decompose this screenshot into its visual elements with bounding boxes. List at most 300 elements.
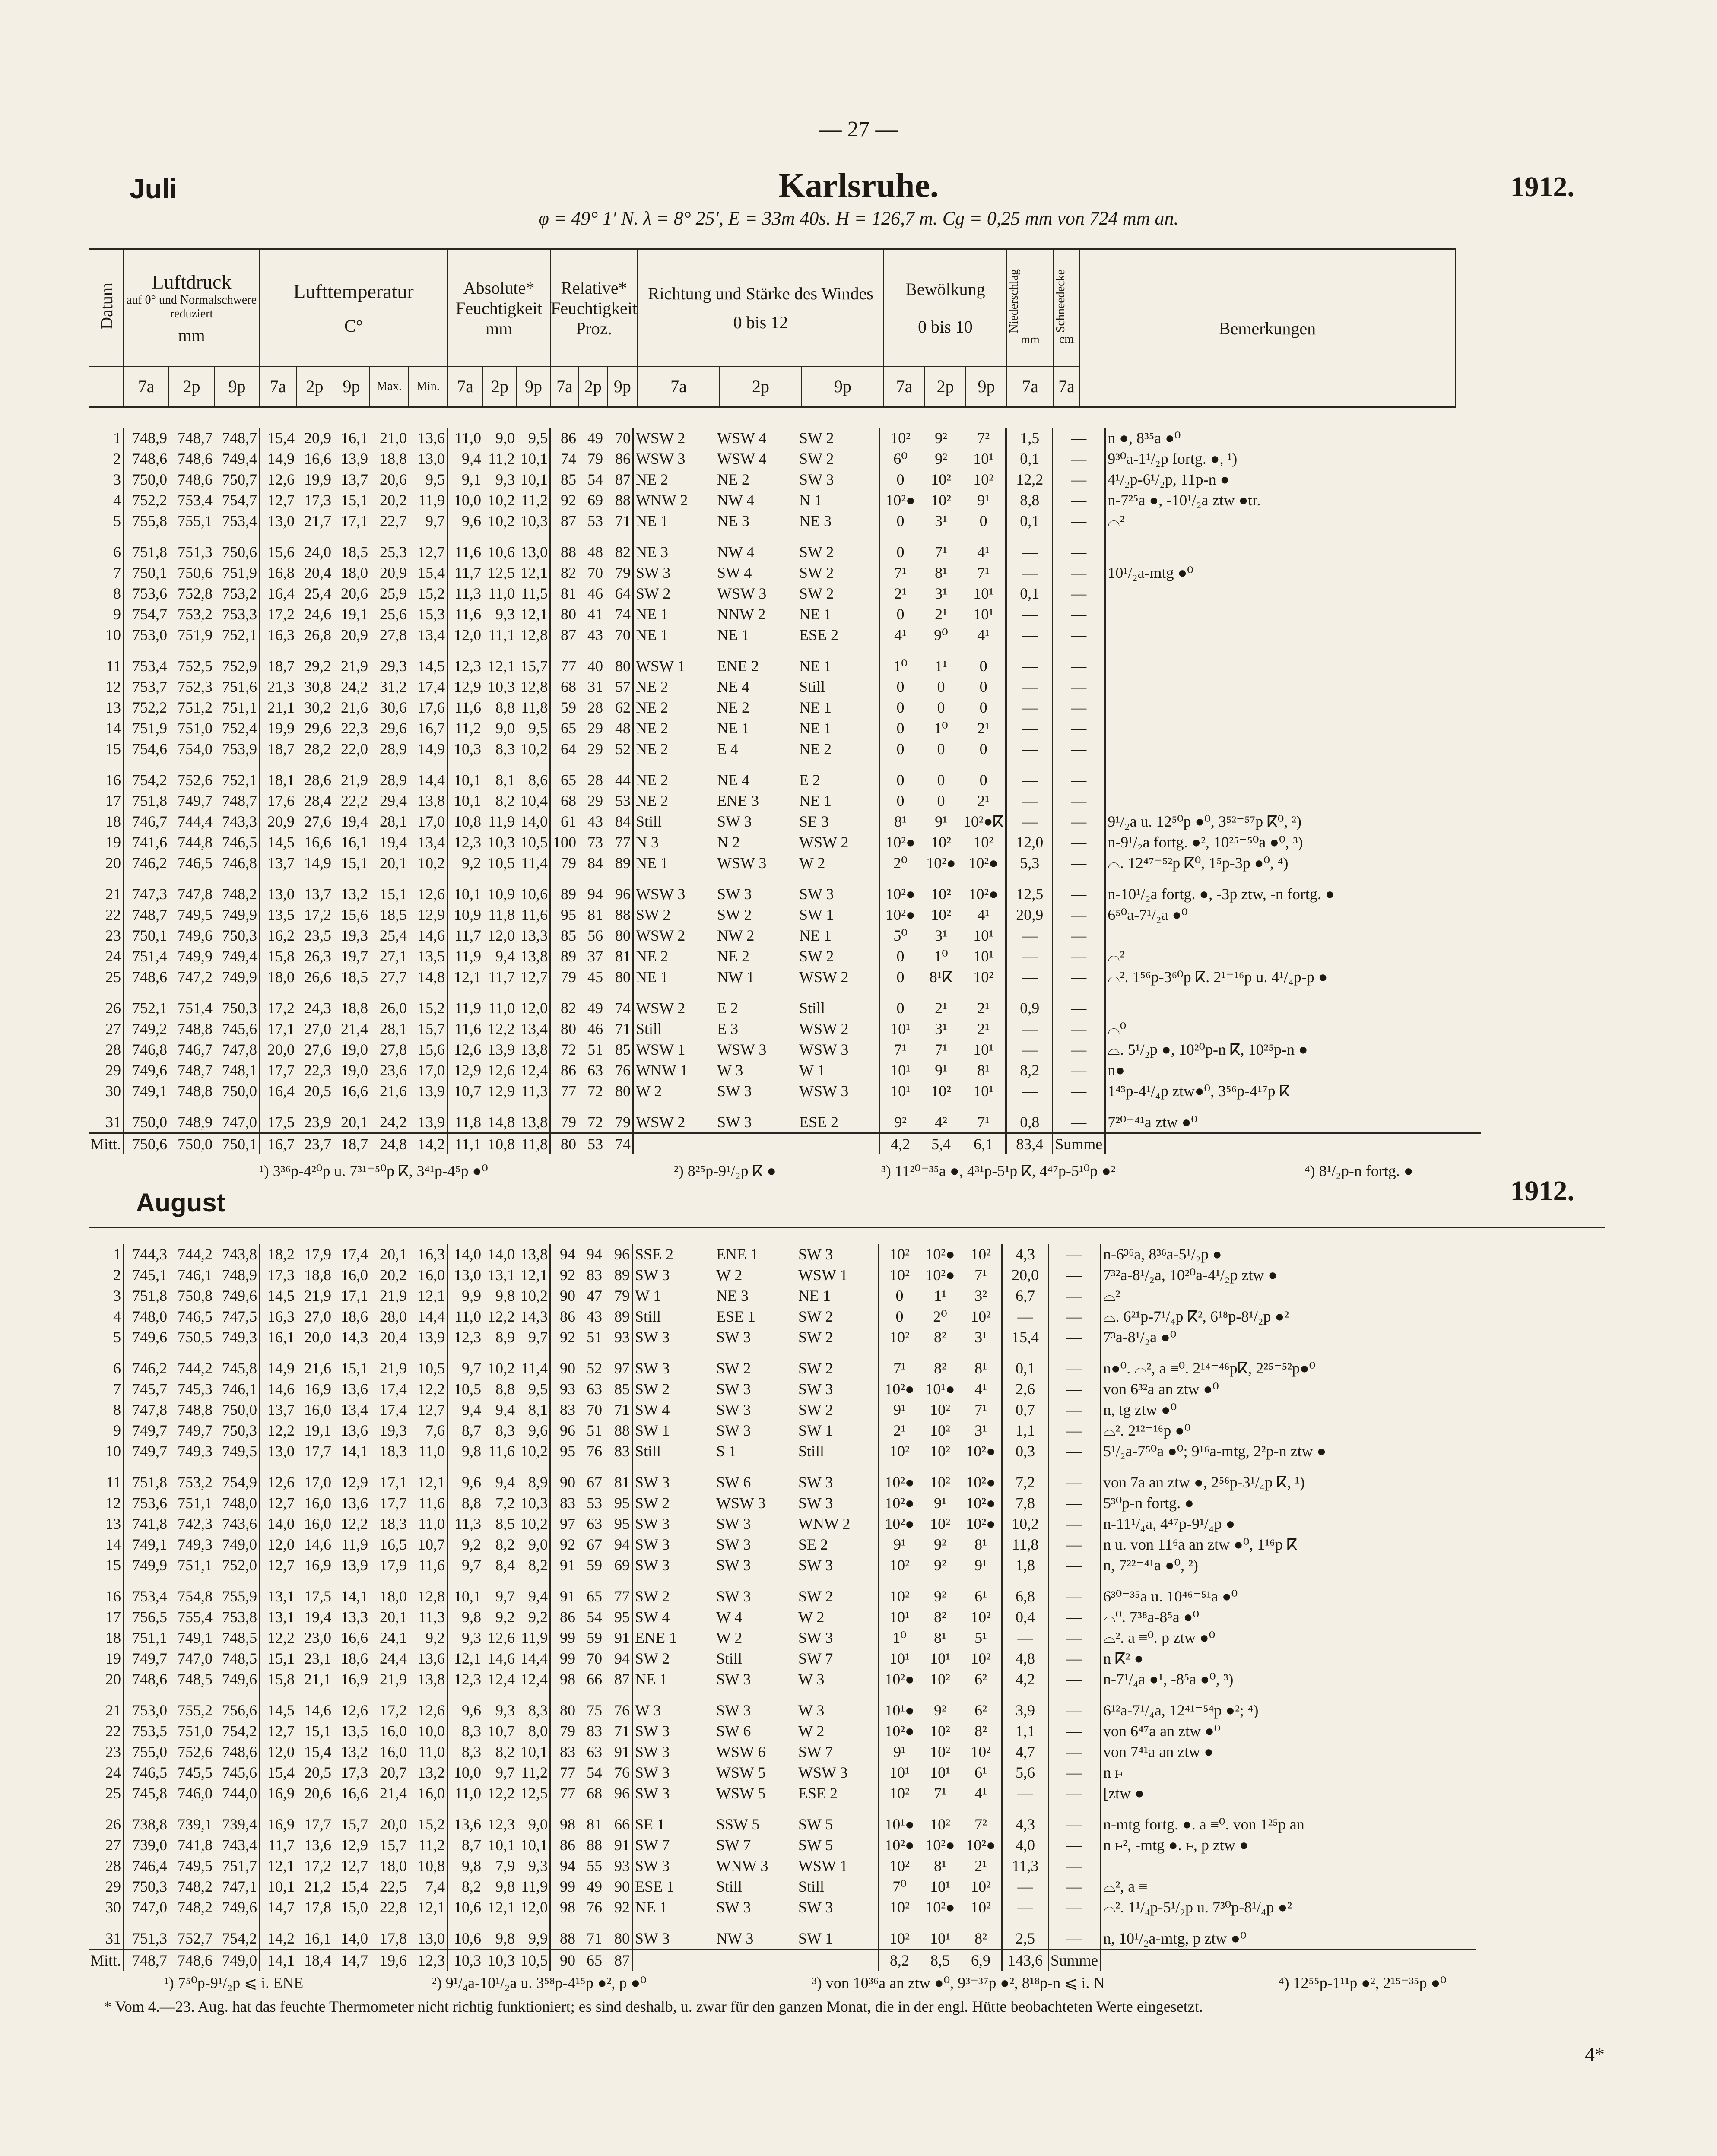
cell-rel-7a: 91 [550,1555,577,1576]
cell-temp-min: 12,6 [418,1702,445,1719]
cell-druck-2p: 746,5 [178,854,213,872]
cell-wind-9p: SW 2 [799,543,834,561]
cell-rel-7a: 88 [550,531,578,562]
cell-bew-7a: 10²● [879,1493,920,1513]
cell-niederschlag: — [1002,1627,1048,1648]
cell-bemerkung [1105,697,1481,718]
cell-rel-7a: 82 [550,562,578,583]
cell-temp-2p: 23,7 [296,1133,333,1155]
cell-temp-2p: 14,9 [304,854,332,872]
cell-wind-2p: SSW 5 [716,1816,760,1833]
cell-temp-2p: 23,9 [304,1113,332,1131]
cell-wind-9p: SW 3 [798,1629,833,1646]
cell-druck-7a: 746,5 [124,1762,169,1783]
footnote-august-4: ⁴) 12⁵⁵p-1¹¹p ●², 2¹⁵⁻³⁵p ●⁰ [1279,1974,1447,1991]
cell-bew-9p: 10¹ [973,606,994,623]
cell-datum: 16 [105,1588,121,1605]
table-row [89,645,1481,676]
cell-temp-max: 16,0 [380,1743,407,1760]
cell-bew-7a: 2⁰ [879,853,920,873]
cell-bew-2p: 9² [934,1557,946,1574]
cell-rel-9p: 87 [604,1950,632,1971]
cell-bew-9p: 8¹ [974,1536,987,1553]
cell-temp-max: 22,8 [380,1899,407,1916]
cell-bemerkung: ⌓² [1105,510,1481,531]
cell-datum: 9 [113,1422,121,1439]
cell-rel-9p: 80 [614,1930,630,1947]
cell-rel-7a: 86 [550,1607,577,1627]
cell-druck-9p: 749,3 [222,1328,257,1346]
cell-bew-9p: 6² [974,1702,987,1719]
cell-wind-9p: W 2 [798,1722,825,1740]
cell-temp-max: 20,6 [380,471,407,488]
cell-niederschlag: 83,4 [1006,1133,1053,1155]
cell-bew-2p: 10²● [925,1836,955,1854]
cell-temp-7a: 16,9 [260,1783,296,1804]
cell-niederschlag: — [1006,676,1053,697]
cell-rel-7a: 90 [550,1462,577,1493]
cell-druck-9p: 746,5 [222,834,257,851]
cell-druck-7a: 739,0 [124,1835,169,1855]
cell-druck-2p: 752,6 [178,771,213,789]
cell-bew-2p: 4² [935,1113,947,1131]
cell-abs-7a: 11,0 [447,428,483,448]
cell-abs-2p: 8,5 [495,1515,515,1532]
cell-bemerkung: von 6⁴⁷a an ztw ●⁰ [1101,1721,1476,1741]
cell-abs-2p: 11,8 [488,906,515,923]
cell-wind-7a: SW 3 [632,1762,714,1783]
cell-bew-9p: 7² [977,429,990,447]
cell-druck-9p: 753,4 [222,512,257,529]
cell-schnee: — [1053,987,1105,1018]
cell-schnee: — [1053,645,1105,676]
cell-wind-7a: WSW 3 [633,448,715,469]
cell-abs-7a: 10,1 [447,1576,483,1607]
cell-druck-7a: 753,6 [124,583,169,604]
cell-abs-7a: 9,8 [447,1855,483,1876]
cell-schnee: — [1053,1101,1105,1133]
cell-datum: 10 [105,1443,121,1460]
cell-datum: 10 [105,626,121,644]
table-row [89,987,1481,1018]
cell-bew-9p: 7² [974,1816,987,1833]
cell-abs-2p: 13,9 [488,1041,515,1058]
cell-bemerkung [1105,925,1481,946]
cell-temp-max: 20,4 [380,1328,407,1346]
cell-temp-7a: 10,1 [260,1876,296,1897]
cell-bew-9p: 10²●ⴽ [963,813,1004,830]
cell-druck-7a: 755,8 [124,510,169,531]
cell-rel-2p: 94 [587,1246,603,1263]
table-row [89,1379,1476,1399]
cell-bew-7a: 10² [879,1897,920,1918]
cell-druck-7a: 747,8 [124,1399,169,1420]
cell-druck-2p: 752,5 [178,657,213,675]
cell-temp-2p: 17,7 [304,1816,332,1833]
header-schneedecke: Schneedecke cm [1054,250,1079,366]
cell-wind-9p: SW 1 [798,1422,833,1439]
cell-schnee: — [1048,1918,1101,1950]
cell-rel-2p: 65 [577,1950,604,1971]
cell-schnee: — [1053,676,1105,697]
cell-wind-9p: SW 7 [798,1650,833,1667]
cell-schnee: — [1053,811,1105,832]
cell-bew-9p: 10²● [966,1443,996,1460]
cell-rel-2p: 76 [587,1899,603,1916]
cell-wind-9p: Still [798,1878,825,1895]
cell-bemerkung [1105,987,1481,1018]
cell-temp-9p: 22,2 [341,792,368,809]
cell-rel-7a: 90 [550,1950,577,1971]
cell-temp-2p: 17,2 [304,1857,332,1874]
cell-druck-2p: 748,6 [178,450,213,467]
cell-temp-max: 15,7 [380,1836,407,1854]
cell-niederschlag: 6,7 [1002,1285,1048,1306]
cell-druck-7a: 753,6 [124,1493,169,1513]
cell-temp-9p: 18,5 [341,968,368,986]
cell-rel-7a: 86 [550,428,578,448]
cell-temp-7a: 16,2 [260,925,296,946]
cell-abs-9p: 10,1 [520,1743,548,1760]
cell-bew-7a: 10²● [879,1721,920,1741]
page-number: — 27 — [819,117,898,142]
cell-temp-max: 19,4 [380,834,407,851]
cell-rel-9p: 88 [615,491,631,509]
cell-rel-9p: 71 [615,1020,631,1037]
cell-temp-7a: 12,2 [260,1420,296,1441]
cell-bew-2p: 8² [934,1608,946,1626]
cell-abs-9p: 12,1 [520,564,548,581]
cell-wind-2p: WSW 3 [717,585,767,602]
cell-druck-9p: 743,8 [222,1246,257,1263]
cell-druck-2p: 746,5 [178,1308,213,1325]
cell-bemerkung: n-10¹/₂a fortg. ●, -3p ztw, -n fortg. ● [1105,873,1481,904]
table-row [89,946,1481,967]
cell-temp-7a: 14,6 [260,1379,296,1399]
cell-bemerkung: 9¹/₂a u. 12⁵⁰p ●⁰, 3⁵²⁻⁵⁷p ⴽ⁰, ²) [1105,811,1481,832]
cell-rel-9p: 91 [614,1743,630,1760]
cell-datum: 6 [113,543,121,561]
cell-wind-2p: SW 3 [716,1557,751,1574]
cell-wind-7a: NE 1 [633,510,715,531]
cell-abs-7a: 9,2 [447,1534,483,1555]
cell-abs-9p: 8,6 [528,771,548,789]
cell-abs-7a: 9,6 [447,510,483,531]
cell-schnee: — [1053,832,1105,853]
cell-schnee: — [1048,1835,1101,1855]
cell-rel-9p: 96 [615,885,631,903]
cell-temp-7a: 14,5 [260,832,296,853]
cell-abs-2p: 12,2 [488,1308,515,1325]
cell-temp-9p: 13,3 [341,1608,368,1626]
cell-abs-2p: 9,0 [495,429,515,447]
cell-datum: 24 [105,1764,121,1781]
cell-bew-9p: 8¹ [974,1360,987,1377]
cell-schnee: Summe [1048,1950,1101,1971]
cell-temp-9p: 15,1 [341,491,368,509]
cell-temp-2p: 17,2 [304,906,332,923]
cell-wind-2p: SW 3 [717,1113,752,1131]
cell-bew-7a: 7¹ [879,1039,920,1060]
cell-wind-2p: SW 3 [717,1082,752,1100]
cell-temp-max: 28,9 [380,771,407,789]
cell-bew-9p: 2¹ [977,792,990,809]
cell-rel-2p: 71 [587,1930,603,1947]
cell-bemerkung [1105,625,1481,645]
cell-schnee: — [1053,562,1105,583]
cell-temp-max: 18,0 [380,1588,407,1605]
cell-rel-9p: 64 [615,585,631,602]
cell-abs-7a: 9,9 [447,1285,483,1306]
cell-temp-7a: 15,6 [260,531,296,562]
cell-abs-9p: 9,3 [528,1857,548,1874]
cell-rel-2p: 73 [587,834,603,851]
cell-rel-2p: 29 [587,792,603,809]
cell-schnee: — [1048,1462,1101,1493]
cell-bemerkung: n ⴽ² ● [1101,1648,1476,1669]
cell-rel-9p: 81 [614,1474,630,1491]
cell-temp-2p: 24,6 [304,606,332,623]
cell-rel-7a: 98 [550,1669,577,1690]
cell-rel-9p: 74 [615,606,631,623]
cell-bemerkung: 9³⁰a-1¹/₂p fortg. ●, ¹) [1105,448,1481,469]
cell-wind-7a: NE 2 [633,469,715,490]
cell-bew-2p: 8² [934,1360,946,1377]
cell-bew-2p: 8,5 [920,1950,961,1971]
cell-rel-2p: 70 [587,1401,603,1418]
cell-abs-2p: 8,3 [495,1422,515,1439]
table-row [89,1060,1481,1081]
table-row [89,1081,1481,1101]
cell-abs-9p: 12,1 [520,606,548,623]
cell-niederschlag: 4,0 [1002,1835,1048,1855]
cell-temp-2p: 29,6 [304,720,332,737]
cell-wind-9p: SW 1 [799,906,834,923]
cell-druck-9p: 747,0 [222,1113,257,1131]
cell-abs-7a: 13,0 [447,1265,483,1285]
cell-schnee: — [1048,1379,1101,1399]
cell-druck-2p: 749,7 [178,792,213,809]
cell-bew-7a: 10¹● [879,1804,920,1835]
cell-niederschlag: 5,6 [1002,1762,1048,1783]
cell-bew-7a: 10¹ [879,1060,920,1081]
cell-temp-max: 20,2 [380,491,407,509]
cell-bew-9p: 3² [974,1287,987,1304]
cell-druck-2p: 749,7 [178,1422,213,1439]
cell-temp-2p: 29,2 [304,657,332,675]
cell-bew-9p: 10²● [968,854,998,872]
cell-niederschlag: — [1006,531,1053,562]
cell-temp-max: 27,7 [380,968,407,986]
cell-datum: 13 [105,1515,121,1532]
cell-schnee: — [1048,1399,1101,1420]
cell-wind-9p: WSW 3 [799,1041,849,1058]
cell-druck-7a: 749,7 [124,1420,169,1441]
cell-rel-9p: 95 [614,1494,630,1512]
cell-schnee: — [1048,1690,1101,1721]
cell-bew-2p: 10² [930,1474,950,1491]
cell-abs-9p: 14,4 [520,1650,548,1667]
cell-bew-9p: 10² [971,1743,991,1760]
cell-temp-9p: 19,4 [341,813,368,830]
table-row [89,739,1481,759]
cell-schnee: — [1048,1576,1101,1607]
cell-datum: 23 [105,927,121,944]
cell-niederschlag: 1,8 [1002,1555,1048,1576]
cell-temp-9p: 19,7 [341,948,368,965]
cell-bew-9p: 0 [979,657,987,675]
cell-wind-2p: WNW 3 [716,1857,768,1874]
cell-wind-7a: SW 3 [632,1741,714,1762]
cell-temp-7a: 18,7 [260,739,296,759]
cell-rel-2p: 88 [587,1836,603,1854]
cell-bew-7a: 0 [879,697,920,718]
cell-abs-7a: 11,6 [447,604,483,625]
cell-druck-9p: 752,1 [222,626,257,644]
cell-bew-2p: 10¹ [930,1930,950,1947]
cell-bemerkung: 5¹/₂a-7⁵⁰a ●⁰; 9¹⁶a-mtg, 2²p-n ztw ● [1101,1441,1476,1462]
table-row [89,1855,1476,1876]
cell-wind-7a: SW 1 [632,1420,714,1441]
cell-rel-9p: 96 [614,1246,630,1263]
cell-bew-2p: 1⁰ [934,948,948,965]
cell-niederschlag: — [1006,1081,1053,1101]
cell-wind-7a: SE 1 [632,1804,714,1835]
cell-schnee: — [1048,1327,1101,1348]
cell-druck-9p: 750,6 [222,543,257,561]
cell-abs-7a: 10,1 [447,759,483,790]
cell-abs-2p: 10,3 [488,678,515,695]
cell-temp-9p: 15,4 [341,1878,368,1895]
cell-datum: 14 [105,1536,121,1553]
cell-bew-2p: 3¹ [935,1020,947,1037]
cell-temp-max: 20,1 [380,1608,407,1626]
cell-rel-7a: 98 [550,1897,577,1918]
cell-temp-7a: 13,1 [260,1607,296,1627]
cell-rel-9p: 79 [614,1287,630,1304]
cell-druck-7a: 753,4 [124,645,169,676]
cell-rel-7a: 79 [550,853,578,873]
cell-schnee: — [1053,1081,1105,1101]
cell-rel-2p: 51 [587,1422,603,1439]
cell-wind-7a: SW 3 [632,1855,714,1876]
cell-druck-7a: 741,8 [124,1513,169,1534]
cell-abs-9p: 11,8 [521,699,548,716]
cell-druck-9p: 750,3 [222,999,257,1017]
cell-bew-9p: 10² [971,1608,991,1626]
cell-temp-min: 14,6 [418,927,445,944]
cell-bew-2p: 10²● [925,1266,955,1284]
cell-abs-9p: 9,0 [528,1816,548,1833]
cell-abs-2p: 10,9 [488,885,515,903]
cell-rel-7a: 99 [550,1876,577,1897]
cell-abs-9p: 11,9 [521,1878,548,1895]
cell-abs-2p: 12,6 [488,1062,515,1079]
cell-temp-2p: 30,2 [304,699,332,716]
cell-temp-9p: 14,3 [341,1328,368,1346]
cell-wind-9p: SW 1 [798,1930,833,1947]
cell-schnee: — [1048,1876,1101,1897]
cell-rel-2p: 43 [587,813,603,830]
cell-schnee: — [1048,1669,1101,1690]
cell-bew-9p: 0 [979,699,987,716]
cell-abs-9p: 10,5 [520,834,548,851]
cell-druck-7a: 752,2 [124,697,169,718]
cell-rel-7a: 95 [550,1441,577,1462]
cell-druck-2p: 750,0 [169,1133,214,1155]
cell-bemerkung [1101,1950,1476,1971]
cell-bew-2p: 9¹ [935,1062,947,1079]
cell-wind-7a: SW 7 [632,1835,714,1855]
cell-rel-7a: 92 [550,1327,577,1348]
cell-abs-2p: 10,7 [488,1722,515,1740]
cell-temp-7a: 17,5 [260,1101,296,1133]
cell-abs-7a: 12,9 [447,676,483,697]
cell-abs-7a: 11,9 [447,987,483,1018]
cell-rel-9p: 85 [614,1380,630,1398]
cell-temp-min: 13,6 [418,1650,445,1667]
cell-druck-9p: 748,7 [222,429,257,447]
cell-druck-2p: 747,8 [178,885,213,903]
cell-rel-2p: 28 [587,699,603,716]
cell-abs-7a: 12,0 [447,625,483,645]
cell-temp-7a: 12,2 [260,1627,296,1648]
cell-wind-2p: SW 3 [716,1401,751,1418]
table-row [89,1462,1476,1493]
cell-abs-2p: 10,2 [488,491,515,509]
cell-bew-9p: 10¹ [973,948,994,965]
cell-temp-min: 15,6 [418,1041,445,1058]
cell-datum: 30 [105,1899,121,1916]
cell-temp-9p: 11,9 [341,1536,368,1553]
cell-schnee: — [1053,718,1105,739]
cell-niederschlag: 0,4 [1002,1607,1048,1627]
cell-bew-9p: 6¹ [974,1588,987,1605]
cell-temp-9p: 15,7 [341,1816,368,1833]
cell-wind-7a: NE 2 [633,676,715,697]
cell-bew-2p: 1⁰ [934,720,948,737]
cell-wind-7a: SW 3 [632,1918,714,1950]
cell-abs-9p: 9,4 [528,1588,548,1605]
cell-temp-min: 17,6 [418,699,445,716]
cell-bemerkung: n, 7²²⁻⁴¹a ●⁰, ²) [1101,1555,1476,1576]
table-row [89,790,1481,811]
cell-temp-max: 28,1 [380,813,407,830]
cell-abs-9p: 12,0 [520,999,548,1017]
cell-temp-7a: 13,0 [260,1441,296,1462]
cell-temp-9p: 17,1 [341,512,368,529]
cell-rel-9p: 93 [614,1328,630,1346]
cell-wind-7a: NE 3 [633,531,715,562]
cell-abs-2p: 11,7 [488,968,515,986]
cell-druck-7a: 745,1 [124,1265,169,1285]
cell-abs-7a: 9,4 [447,1399,483,1420]
cell-bew-7a: 0 [879,531,920,562]
cell-temp-min: 15,2 [418,585,445,602]
cell-temp-9p: 17,4 [341,1246,368,1263]
cell-druck-9p: 749,4 [222,450,257,467]
cell-bew-2p: 10² [931,491,951,509]
cell-temp-min: 9,7 [425,512,445,529]
cell-druck-2p: 750,5 [178,1328,213,1346]
cell-druck-7a: 753,5 [124,1721,169,1741]
cell-wind-7a: ENE 1 [632,1627,714,1648]
cell-bew-9p: 7¹ [974,1401,987,1418]
cell-wind-7a: SW 2 [632,1379,714,1399]
cell-rel-2p: 75 [587,1702,603,1719]
cell-niederschlag: 0,8 [1006,1101,1053,1133]
cell-niederschlag: — [1006,604,1053,625]
